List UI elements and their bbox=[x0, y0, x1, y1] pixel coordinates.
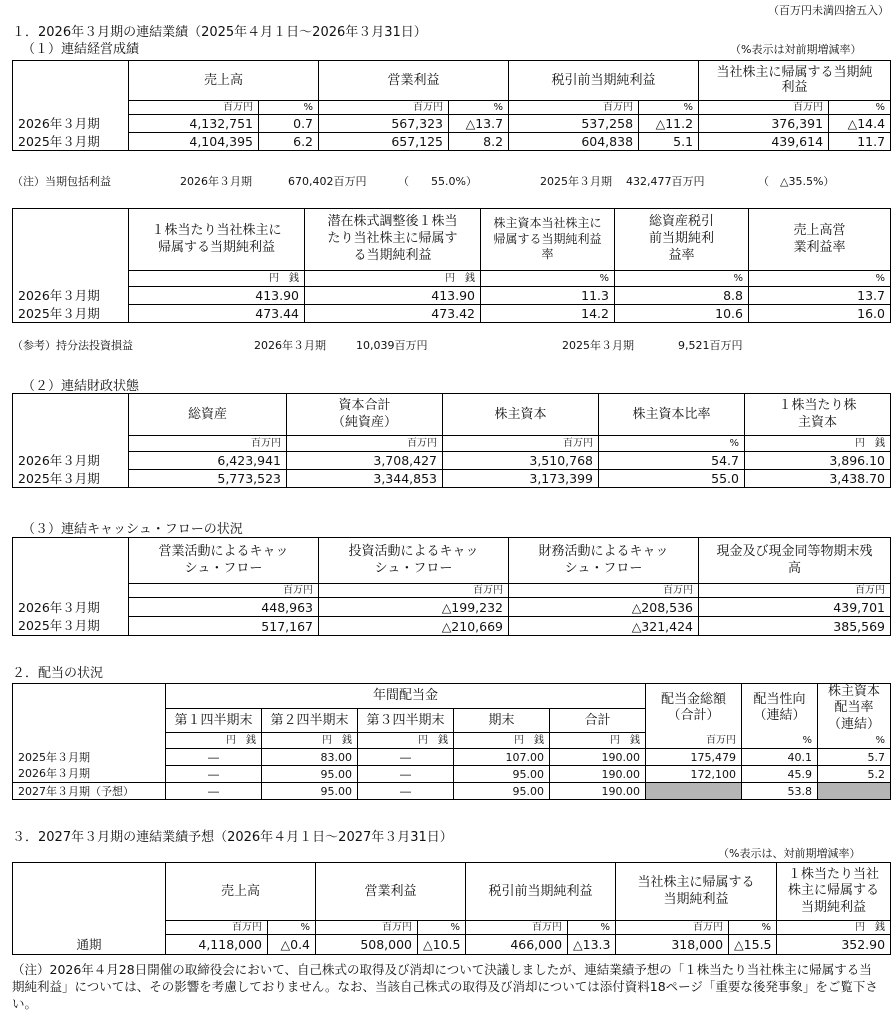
value-cell: 413.90 bbox=[305, 287, 481, 305]
col-header: 税引前当期純利益 bbox=[466, 863, 616, 921]
row-label: 2025年３月期 bbox=[13, 749, 166, 766]
value-cell: 83.00 bbox=[262, 749, 358, 766]
value-cell: 3,896.10 bbox=[745, 452, 891, 470]
value-cell: 413.90 bbox=[129, 287, 305, 305]
col-header: 現金及び現金同等物期末残高 bbox=[699, 538, 891, 584]
value-cell: ― bbox=[358, 749, 454, 766]
change-text: （ △35.5%） bbox=[758, 175, 835, 188]
label-cell bbox=[13, 733, 166, 749]
value-cell: △14.4 bbox=[829, 115, 891, 133]
value-cell: 190.00 bbox=[550, 749, 646, 766]
value-cell: 175,479 bbox=[646, 749, 742, 766]
unit-cell: % bbox=[481, 271, 615, 287]
cash-flow-table bbox=[12, 537, 891, 636]
financial-position-table bbox=[12, 393, 891, 488]
value-cell: 95.00 bbox=[454, 766, 550, 783]
label-cell bbox=[13, 271, 129, 287]
corner-cell bbox=[13, 394, 129, 436]
cash-flow-title: （３）連結キャッシュ・フローの状況 bbox=[22, 522, 243, 537]
row-label: 2026年３月期 bbox=[13, 766, 166, 783]
value-cell: 5.1 bbox=[639, 133, 699, 151]
row-label: 2026年３月期 bbox=[13, 452, 129, 470]
unit-cell: 百万円 bbox=[443, 436, 599, 452]
unit-cell: 円 銭 bbox=[454, 733, 550, 749]
value-cell: 55.0 bbox=[599, 470, 745, 488]
table-row bbox=[13, 749, 891, 766]
label-cell bbox=[13, 101, 129, 115]
value-cell: 517,167 bbox=[129, 617, 319, 636]
col-header: 営業利益 bbox=[319, 61, 509, 101]
label-cell bbox=[13, 584, 129, 598]
unit-cell: % bbox=[418, 921, 466, 935]
value-cell: 4,104,395 bbox=[129, 133, 259, 151]
table-row bbox=[13, 133, 891, 151]
value-cell: ― bbox=[358, 783, 454, 800]
value-text: 432,477百万円 bbox=[626, 175, 705, 188]
period-label: 2025年３月期 bbox=[562, 339, 634, 352]
col-header: 営業活動によるキャッシュ・フロー bbox=[129, 538, 319, 584]
forecast-table bbox=[12, 862, 891, 955]
value-cell: 95.00 bbox=[454, 783, 550, 800]
unit-cell: 円 銭 bbox=[166, 733, 262, 749]
unit-cell: 百万円 bbox=[509, 101, 639, 115]
value-cell: 14.2 bbox=[481, 305, 615, 323]
unit-cell: 円 銭 bbox=[129, 271, 305, 287]
col-header: 株主資本 bbox=[443, 394, 599, 436]
operating-results-title: （１）連結経営成績 bbox=[22, 42, 140, 57]
unit-cell: 百万円 bbox=[129, 584, 319, 598]
value-cell: △208,536 bbox=[509, 598, 699, 617]
row-label: 2025年３月期 bbox=[13, 133, 129, 151]
unit-cell: 円 銭 bbox=[262, 733, 358, 749]
col-header: 株主資本比率 bbox=[599, 394, 745, 436]
unit-cell: % bbox=[268, 921, 316, 935]
rounding-note: （百万円未満四捨五入） bbox=[768, 4, 889, 17]
value-cell: ― bbox=[166, 783, 262, 800]
label-cell bbox=[13, 436, 129, 452]
value-cell: 6.2 bbox=[259, 133, 319, 151]
col-header: 第１四半期末 bbox=[166, 708, 262, 733]
col-header: 営業利益 bbox=[316, 863, 466, 921]
value-cell: 13.7 bbox=[749, 287, 891, 305]
value-cell: ― bbox=[166, 749, 262, 766]
value-cell: 11.7 bbox=[829, 133, 891, 151]
operating-results-table bbox=[12, 60, 891, 151]
annual-dividend-header: 年間配当金 bbox=[166, 684, 646, 709]
row-label: 2025年３月期 bbox=[13, 305, 129, 323]
value-cell: 466,000 bbox=[466, 935, 568, 955]
row-label: 2026年３月期 bbox=[13, 115, 129, 133]
table-row bbox=[13, 766, 891, 783]
table-row bbox=[13, 617, 891, 636]
col-header: 第３四半期末 bbox=[358, 708, 454, 733]
value-cell: 172,100 bbox=[646, 766, 742, 783]
section-1-title: １．2026年３月期の連結業績（2025年４月１日～2026年３月31日） bbox=[12, 25, 427, 40]
col-header: １株当たり当社株主に帰属する当期純利益 bbox=[777, 863, 891, 921]
value-cell: 190.00 bbox=[550, 783, 646, 800]
table-row bbox=[13, 470, 891, 488]
value-cell: 0.7 bbox=[259, 115, 319, 133]
table-row bbox=[13, 935, 891, 955]
unit-cell: % bbox=[599, 436, 745, 452]
value-cell: 567,323 bbox=[319, 115, 449, 133]
unit-cell: 円 銭 bbox=[358, 733, 454, 749]
col-header: 売上高 bbox=[166, 863, 316, 921]
value-text: 9,521百万円 bbox=[678, 339, 743, 352]
value-cell: 95.00 bbox=[262, 783, 358, 800]
value-cell: 5.2 bbox=[818, 766, 891, 783]
per-share-table bbox=[12, 208, 891, 323]
row-label: 2025年３月期 bbox=[13, 470, 129, 488]
value-cell: 657,125 bbox=[319, 133, 449, 151]
table-row bbox=[13, 452, 891, 470]
col-header: 第２四半期末 bbox=[262, 708, 358, 733]
value-cell: △10.5 bbox=[418, 935, 466, 955]
period-label: 2026年３月期 bbox=[180, 175, 252, 188]
value-cell: 352.90 bbox=[777, 935, 891, 955]
unit-cell: 円 銭 bbox=[745, 436, 891, 452]
value-cell: 5.7 bbox=[818, 749, 891, 766]
value-cell: 107.00 bbox=[454, 749, 550, 766]
value-cell: 5,773,523 bbox=[129, 470, 287, 488]
unit-cell: % bbox=[259, 101, 319, 115]
corner-cell bbox=[13, 863, 166, 921]
value-cell: 508,000 bbox=[316, 935, 418, 955]
value-cell: 6,423,941 bbox=[129, 452, 287, 470]
value-cell: 3,344,853 bbox=[287, 470, 443, 488]
value-cell: 3,438.70 bbox=[745, 470, 891, 488]
table-row bbox=[13, 287, 891, 305]
unit-cell: 百万円 bbox=[616, 921, 729, 935]
row-label: 2026年３月期 bbox=[13, 598, 129, 617]
value-cell: 376,391 bbox=[699, 115, 829, 133]
unit-cell: % bbox=[615, 271, 749, 287]
value-cell: △321,424 bbox=[509, 617, 699, 636]
value-cell: 54.7 bbox=[599, 452, 745, 470]
value-cell: 190.00 bbox=[550, 766, 646, 783]
value-cell: 473.42 bbox=[305, 305, 481, 323]
unit-cell: % bbox=[742, 733, 818, 749]
corner-cell bbox=[13, 209, 129, 271]
value-text: 10,039百万円 bbox=[356, 339, 428, 352]
col-header: １株当たり当社株主に帰属する当期純利益 bbox=[129, 209, 305, 271]
table-row bbox=[13, 115, 891, 133]
value-cell: 10.6 bbox=[615, 305, 749, 323]
unit-cell: % bbox=[568, 921, 616, 935]
col-header: 配当性向（連結） bbox=[742, 684, 818, 733]
value-cell: 604,838 bbox=[509, 133, 639, 151]
col-header: １株当たり株主資本 bbox=[745, 394, 891, 436]
forecast-pct-note: （%表示は、対前期増減率） bbox=[718, 847, 861, 860]
value-cell: 4,118,000 bbox=[166, 935, 268, 955]
value-text: 670,402百万円 bbox=[288, 175, 367, 188]
table-row bbox=[13, 598, 891, 617]
col-header: 投資活動によるキャッシュ・フロー bbox=[319, 538, 509, 584]
value-cell: 16.0 bbox=[749, 305, 891, 323]
row-label: 2027年３月期（予想） bbox=[13, 783, 166, 800]
unit-cell: 百万円 bbox=[466, 921, 568, 935]
col-header: 期末 bbox=[454, 708, 550, 733]
col-header: 財務活動によるキャッシュ・フロー bbox=[509, 538, 699, 584]
unit-cell: % bbox=[639, 101, 699, 115]
corner-cell bbox=[13, 538, 129, 584]
value-cell: 537,258 bbox=[509, 115, 639, 133]
value-cell: 8.8 bbox=[615, 287, 749, 305]
unit-cell: 円 銭 bbox=[305, 271, 481, 287]
row-label: 通期 bbox=[13, 935, 166, 955]
col-header: 配当金総額（合計） bbox=[646, 684, 742, 733]
period-label: 2025年３月期 bbox=[540, 175, 612, 188]
unit-cell: % bbox=[818, 733, 891, 749]
change-text: （ 55.0%） bbox=[398, 175, 477, 188]
shaded-cell bbox=[818, 783, 891, 800]
value-cell: 45.9 bbox=[742, 766, 818, 783]
financial-position-title: （２）連結財政状態 bbox=[22, 379, 140, 394]
forecast-footnote: （注）2026年４月28日開催の取締役会において、自己株式の取得及び消却について決議しましたが、連結業績予想の「１株当たり当社株主に帰属する当期純利益」については、その影響を考慮しておりません。なお、当該自己株式の取得及び消却については添付資料18ページ「重要な後発事象」をご覧下さい。 bbox=[12, 962, 878, 1011]
col-header: 潜在株式調整後１株当たり当社株主に帰属する当期純利益 bbox=[305, 209, 481, 271]
value-cell: 439,614 bbox=[699, 133, 829, 151]
col-header: 当社株主に帰属する当期純利益 bbox=[699, 61, 891, 101]
value-cell: △210,669 bbox=[319, 617, 509, 636]
value-cell: 4,132,751 bbox=[129, 115, 259, 133]
unit-cell: 百万円 bbox=[166, 921, 268, 935]
forecast-title: ３．2027年３月期の連結業績予想（2026年４月１日～2027年３月31日） bbox=[12, 830, 453, 845]
corner-cell bbox=[13, 61, 129, 101]
dividends-table bbox=[12, 683, 891, 800]
unit-cell: 百万円 bbox=[699, 101, 829, 115]
row-label: 2026年３月期 bbox=[13, 287, 129, 305]
label-cell bbox=[13, 921, 166, 935]
col-header: 総資産 bbox=[129, 394, 287, 436]
label-cell bbox=[13, 708, 166, 733]
table-row bbox=[13, 783, 891, 800]
col-header: 株主資本配当率（連結） bbox=[818, 684, 891, 733]
value-cell: ― bbox=[166, 766, 262, 783]
unit-cell: % bbox=[449, 101, 509, 115]
value-cell: 473.44 bbox=[129, 305, 305, 323]
unit-cell: 円 銭 bbox=[550, 733, 646, 749]
value-cell: 53.8 bbox=[742, 783, 818, 800]
value-cell: △0.4 bbox=[268, 935, 316, 955]
value-cell: 3,510,768 bbox=[443, 452, 599, 470]
unit-cell: 百万円 bbox=[129, 436, 287, 452]
unit-cell: 百万円 bbox=[319, 101, 449, 115]
unit-cell: % bbox=[749, 271, 891, 287]
col-header: 売上高営業利益率 bbox=[749, 209, 891, 271]
unit-cell: 百万円 bbox=[316, 921, 418, 935]
equity-method-label: （参考）持分法投資損益 bbox=[12, 339, 133, 352]
value-cell: 439,701 bbox=[699, 598, 891, 617]
value-cell: 3,173,399 bbox=[443, 470, 599, 488]
unit-cell: 百万円 bbox=[646, 733, 742, 749]
table-row bbox=[13, 305, 891, 323]
unit-cell: 百万円 bbox=[509, 584, 699, 598]
col-header: 税引前当期純利益 bbox=[509, 61, 699, 101]
col-header: 売上高 bbox=[129, 61, 319, 101]
col-header: 総資産税引前当期純利益率 bbox=[615, 209, 749, 271]
col-header: 資本合計（純資産） bbox=[287, 394, 443, 436]
comprehensive-income-label: （注）当期包括利益 bbox=[12, 175, 111, 188]
value-cell: 3,708,427 bbox=[287, 452, 443, 470]
value-cell: △15.5 bbox=[729, 935, 777, 955]
value-cell: △199,232 bbox=[319, 598, 509, 617]
dividends-title: ２．配当の状況 bbox=[12, 666, 104, 681]
unit-cell: % bbox=[829, 101, 891, 115]
unit-cell: % bbox=[729, 921, 777, 935]
value-cell: 40.1 bbox=[742, 749, 818, 766]
col-header: 合計 bbox=[550, 708, 646, 733]
row-label: 2025年３月期 bbox=[13, 617, 129, 636]
value-cell: △13.7 bbox=[449, 115, 509, 133]
value-cell: 318,000 bbox=[616, 935, 729, 955]
unit-cell: 円 銭 bbox=[777, 921, 891, 935]
corner-cell bbox=[13, 684, 166, 709]
value-cell: △13.3 bbox=[568, 935, 616, 955]
value-cell: △11.2 bbox=[639, 115, 699, 133]
col-header: 当社株主に帰属する当期純利益 bbox=[616, 863, 777, 921]
value-cell: 11.3 bbox=[481, 287, 615, 305]
shaded-cell bbox=[646, 783, 742, 800]
unit-cell: 百万円 bbox=[319, 584, 509, 598]
value-cell: 95.00 bbox=[262, 766, 358, 783]
col-header: 株主資本当社株主に帰属する当期純利益率 bbox=[481, 209, 615, 271]
pct-note: （%表示は対前期増減率） bbox=[730, 43, 862, 56]
value-cell: 448,963 bbox=[129, 598, 319, 617]
unit-cell: 百万円 bbox=[287, 436, 443, 452]
period-label: 2026年３月期 bbox=[254, 339, 326, 352]
value-cell: 8.2 bbox=[449, 133, 509, 151]
value-cell: ― bbox=[358, 766, 454, 783]
unit-cell: 百万円 bbox=[699, 584, 891, 598]
value-cell: 385,569 bbox=[699, 617, 891, 636]
unit-cell: 百万円 bbox=[129, 101, 259, 115]
